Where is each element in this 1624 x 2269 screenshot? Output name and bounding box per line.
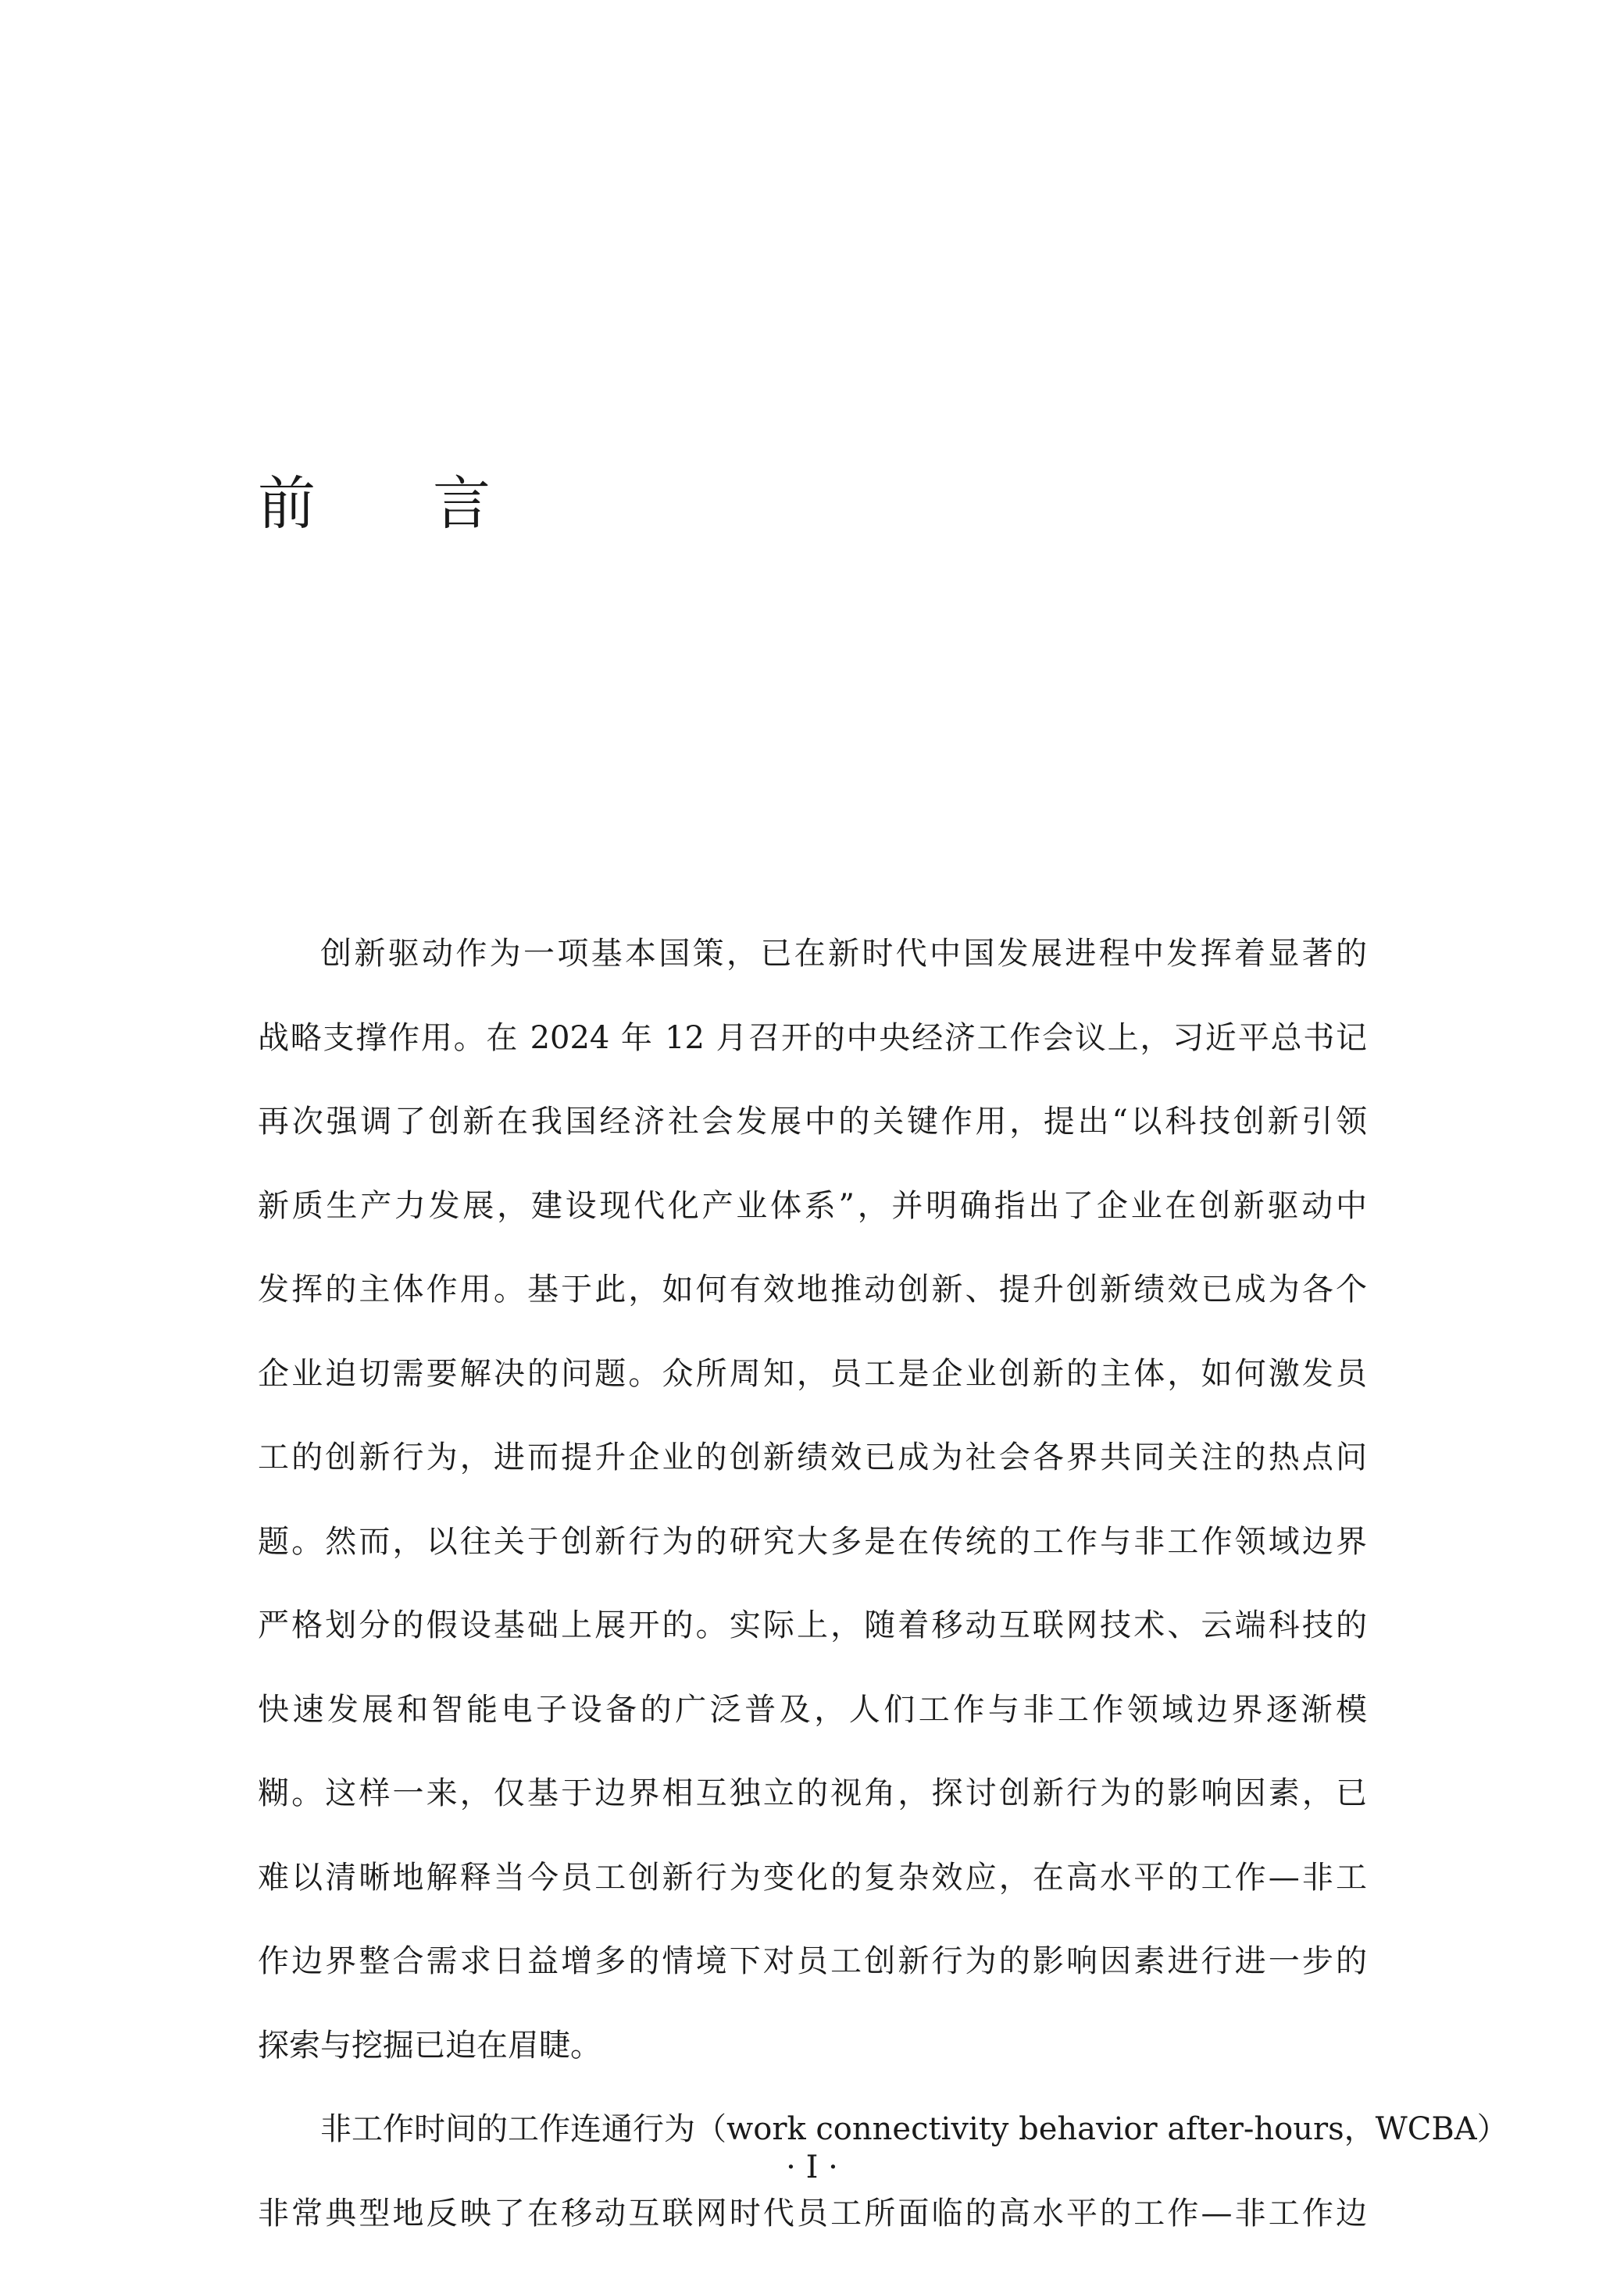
text-line: 企业迫切需要解决的问题。众所周知，员工是企业创新的主体，如何激发员 [258,1355,1367,1392]
text-line: 工的创新行为，进而提升企业的创新绩效已成为社会各界共同关注的热点问 [258,1440,1367,1475]
paragraph-1 [258,912,1367,2088]
text-line: 发挥的主体作用。基于此，如何有效地推动创新、提升创新绩效已成为各个 [258,1272,1367,1308]
page-title-char-1: 前 [258,470,316,537]
text-line: 题。然而，以往关于创新行为的研究大多是在传统的工作与非工作领域边界 [258,1523,1367,1560]
text-line: 再次强调了创新在我国经济社会发展中的关键作用，提出“以科技创新引领 [258,1104,1367,1140]
text-line: 快速发展和智能电子设备的广泛普及，人们工作与非工作领域边界逐渐模 [258,1691,1367,1728]
page-number: · I · [786,2149,838,2185]
text-line: 作边界整合需求日益增多的情境下对员工创新行为的影响因素进行进一步的 [258,1943,1367,1979]
page-title-char-2: 言 [433,470,491,537]
text-line: 严格划分的假设基础上展开的。实际上，随着移动互联网技术、云端科技的 [258,1607,1367,1643]
text-line: 探索与挖掘已迫在眉睫。 [258,2027,601,2064]
text-line: 战略支撑作用。在 2024 年 12 月召开的中央经济工作会议上，习近平总书记 [258,1019,1367,1056]
text-line: 创新驱动作为一项基本国策，已在新时代中国发展进程中发挥着显著的 [320,936,1367,972]
text-line: 非工作时间的工作连通行为（work connectivity behavior after-hours，WCBA） [320,2111,1508,2147]
text-line: 非常典型地反映了在移动互联网时代员工所面临的高水平的工作—非工作边 [258,2195,1367,2232]
text-line: 难以清晰地解释当今员工创新行为变化的复杂效应，在高水平的工作—非工 [258,1859,1367,1896]
text-line: 糊。这样一来，仅基于边界相互独立的视角，探讨创新行为的影响因素，已 [258,1775,1367,1811]
body-text [258,912,1508,2256]
page-title [258,457,491,551]
text-line: 新质生产力发展，建设现代化产业体系”，并明确指出了企业在创新驱动中 [258,1187,1367,1224]
